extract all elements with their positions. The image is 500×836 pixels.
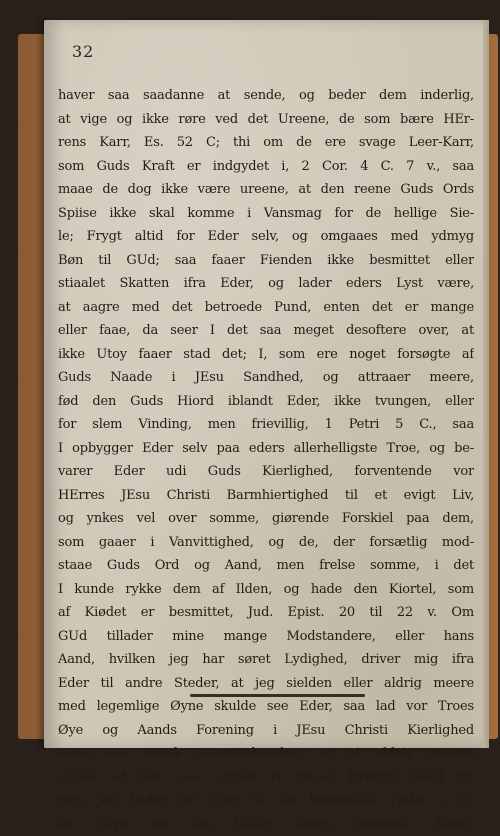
text-line: Guds Naade i JEsu Sandhed, og attraaer meere, [58, 366, 474, 390]
text-line: maae de dog ikke være ureene, at den reene Guds Ords [58, 178, 474, 202]
text-line: Aand, hvilken jeg har søret Lydighed, driver mig ifra [58, 648, 474, 672]
text-line: skilles ad her; saa samles vi hisset. Brødre! beed for [58, 766, 474, 790]
text-line: staae Guds Ord og Aand, men frelse somme, i det [58, 554, 474, 578]
body-text [58, 84, 474, 836]
text-line: eller faae, da seer I det saa meget desoftere over, at [58, 319, 474, 343]
text-line: haver saa saadanne at sende, og beder dem inderlig, [58, 84, 474, 108]
text-line: som Guds Kraft er indgydet i, 2 Cor. 4 C. 7 v., saa [58, 155, 474, 179]
text-line: og ynkes vel over somme, giørende Forskiel paa dem, [58, 507, 474, 531]
text-line: som gaaer i Vanvittighed, og de, der forsætlig mod- [58, 531, 474, 555]
text-line: le; Frygt altid for Eder selv, og omgaaes med ydmyg [58, 225, 474, 249]
closing-rule [190, 694, 365, 697]
text-line: Spiise ikke skal komme i Vansmag for de hellige Sie- [58, 202, 474, 226]
text-line: for slem Vinding, men frievillig, 1 Petri 5 C., saa [58, 413, 474, 437]
text-line: fød den Guds Hiord iblandt Eder, ikke tvungen, eller [58, 390, 474, 414]
text-line: at aagre med det betroede Pund, enten det er mange [58, 296, 474, 320]
page-number: 32 [72, 42, 94, 61]
text-line: HErres JEsu Christi Barmhiertighed til et evigt Liv, [58, 484, 474, 508]
text-line: ikke Utoy faaer stad det; I, som ere noget forsøgte af [58, 343, 474, 367]
text-line: af Kiødet er besmittet, Jud. Epist. 20 til 22 v. Om [58, 601, 474, 625]
text-line: at vige og ikke røre ved det Ureene, de som bære HEr- [58, 108, 474, 132]
text-line: være saa stærk sammenbunden, at vi aldrig maatte [58, 742, 474, 766]
text-line: stiaalet Skatten ifra Eder, og lader eders Lyst være, [58, 272, 474, 296]
text-line: GUd tillader mine mange Modstandere, eller hans [58, 625, 474, 649]
page-edge [483, 20, 489, 748]
text-line: Eder til andre Steder, at jeg sielden eller aldrig meere [58, 672, 474, 696]
text-line: varer Eder udi Guds Kierlighed, forventende vor [58, 460, 474, 484]
text-line: Øye og Aands Forening i JEsu Christi Kierlighed [58, 719, 474, 743]
text-line: su Navn om den Hellig Aands Biestand. Amen. [58, 813, 474, 836]
text-line: Bøn til GUd; saa faaer Fienden ikke besmittet eller [58, 249, 474, 273]
text-line: I kunde rykke dem af Ilden, og hade den Kiortel, som [58, 578, 474, 602]
text-line: med legemlige Øyne skulde see Eder, saa lad vor Troes [58, 695, 474, 719]
text-line: rens Karr, Es. 52 C; thi om de ere svage Leer-Karr, [58, 131, 474, 155]
text-line: mig, jeg beder for Eder til vor himmelske Fader i JE- [58, 789, 474, 813]
text-line: I opbygger Eder selv paa eders allerhelligste Troe, og be- [58, 437, 474, 461]
